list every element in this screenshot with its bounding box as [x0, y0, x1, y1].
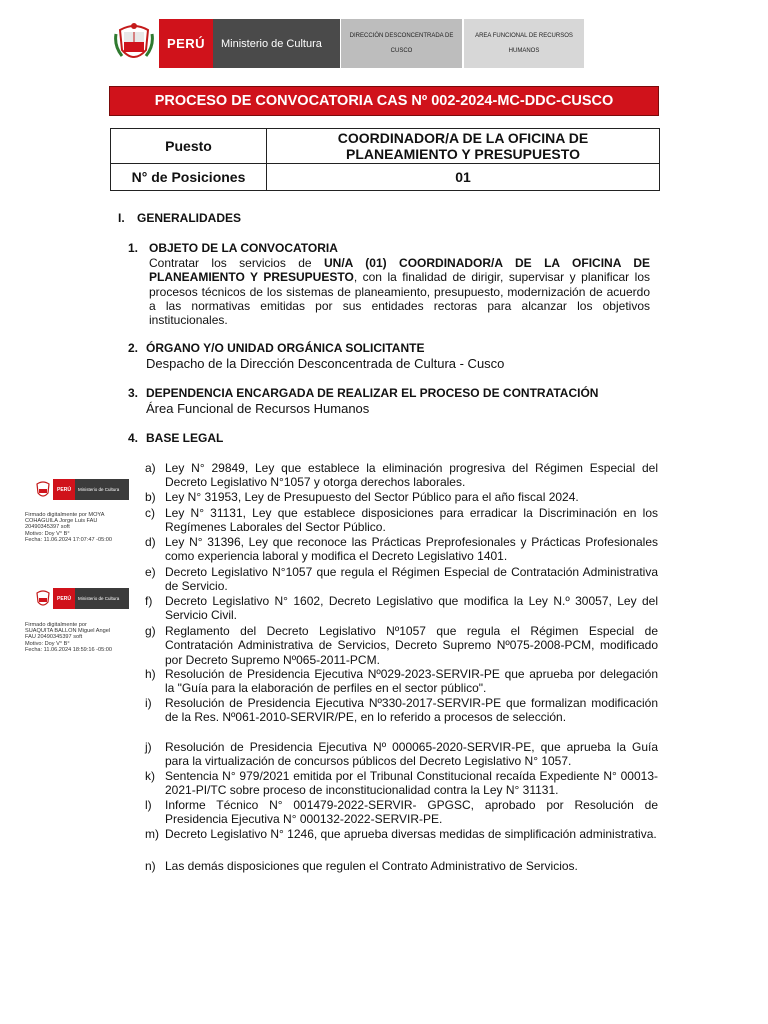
legal-text: Ley N° 31396, Ley que reconoce las Prácticas Preprofesionales y Prácticas Profesionales como experiencia laboral y modifica el Decreto Legislativo 1401. — [165, 535, 658, 564]
legal-label: b) — [145, 490, 156, 504]
legal-item-h — [145, 667, 658, 696]
legal-item-g — [145, 624, 658, 667]
legal-label: d) — [145, 535, 156, 549]
legal-label: g) — [145, 624, 156, 638]
legal-text: Ley N° 31131, Ley que establece disposiciones para erradicar la Discriminación en los Regímenes Laborales del Sector Público. — [165, 506, 658, 535]
signature-line: COHAGUILA Jorge Luis FAU — [25, 518, 98, 525]
legal-item-e — [145, 565, 658, 594]
item1-text-bold: UN/A (01) COORDINADOR/A DE LA OFICINA DE PLANEAMIENTO Y PRESUPUESTO — [149, 256, 650, 285]
item2-title: ÓRGANO Y/O UNIDAD ORGÁNICA SOLICITANTE — [146, 341, 425, 355]
item1-text-post: , con la finalidad de dirigir, supervisar y planificar los procesos técnicos de los sistemas de planeamiento, presupuesto, modernización de acuerdo a las normativas emitidas por sus entidades rectoras para alcanzar los objetivos institucionales. — [149, 270, 650, 328]
signature-line: Fecha: 11.06.2024 17:07:47 -05:00 — [25, 536, 112, 543]
signature-ministry-label: Ministerio de Cultura — [75, 479, 129, 500]
puesto-value-line1: COORDINADOR/A DE LA OFICINA DE — [337, 130, 589, 146]
legal-item-c — [145, 506, 658, 535]
item1-text-pre: Contratar los servicios de — [149, 256, 325, 270]
coat-of-arms-icon — [33, 588, 53, 609]
legal-text: Resolución de Presidencia Ejecutiva Nº 000065-2020-SERVIR-PE, que aprueba la Guía para la virtualización de concursos públicos del Decreto Legislativo N° 1057. — [165, 740, 658, 769]
legal-item-i — [145, 696, 658, 725]
posiciones-label: N° de Posiciones — [111, 164, 267, 191]
signature-line: Firmado digitalmente por MOYA — [25, 512, 105, 518]
coat-of-arms-icon — [114, 20, 154, 66]
convocatoria-title: PROCESO DE CONVOCATORIA CAS Nº 002-2024-MC-DDC-CUSCO — [109, 86, 659, 116]
legal-item-f — [145, 594, 658, 623]
item1-paragraph — [149, 256, 650, 327]
legal-text: Resolución de Presidencia Ejecutiva Nº029-2023-SERVIR-PE que aprueba por delegación la "Guía para la elaboración de perfiles en el sector público". — [165, 667, 658, 696]
header-peru-label: PERÚ — [159, 19, 213, 68]
legal-text: Reglamento del Decreto Legislativo Nº1057 que regula el Régimen Especial de Contratación Administrativa de Servicios, Decreto Supremo Nº075-2008-PCM, modificado por Decreto Supremo Nº065-2011-PCM. — [165, 624, 658, 667]
signature-text-2 — [25, 622, 140, 653]
legal-label: e) — [145, 565, 156, 579]
signature-line: FAU 20490345397 soft — [25, 634, 83, 641]
signature-text-1 — [25, 512, 140, 543]
legal-item-m — [145, 827, 658, 841]
signature-line: Fecha: 11.06.2024 18:59:16 -05:00 — [25, 646, 112, 653]
puesto-label: Puesto — [111, 129, 267, 164]
legal-item-n — [145, 859, 658, 873]
legal-text: Decreto Legislativo N° 1246, que aprueba diversas medidas de simplificación administrativa. — [165, 827, 657, 841]
legal-text: Ley N° 29849, Ley que establece la eliminación progresiva del Régimen Especial del Decreto Legislativo N°1057 y otorga derechos laborales. — [165, 461, 658, 490]
header-rrhh-box: AREA FUNCIONAL DE RECURSOS HUMANOS — [464, 19, 584, 68]
legal-item-k — [145, 769, 658, 798]
legal-label: k) — [145, 769, 155, 783]
legal-text: Resolución de Presidencia Ejecutiva Nº330-2017-SERVIR-PE que formalizan modificación de la Res. Nº061-2010-SERVIR/PE, en lo referido a procesos de selección. — [165, 696, 658, 725]
item1-number: 1. — [128, 241, 139, 255]
signature-line: Motivo: Doy V° B° — [25, 640, 70, 647]
signature-line: 20490345397 soft — [25, 524, 70, 531]
legal-label: a) — [145, 461, 156, 475]
legal-label: l) — [145, 798, 152, 812]
puesto-table — [110, 128, 660, 191]
item2-text: Despacho de la Dirección Desconcentrada de Cultura - Cusco — [146, 356, 505, 371]
signature-line: Firmado digitalmente por — [25, 622, 87, 628]
signature-line: Motivo: Doy V° B° — [25, 530, 70, 537]
signature-logo-1 — [33, 479, 129, 500]
item2-number: 2. — [128, 341, 139, 355]
signature-peru-label: PERÚ — [53, 588, 75, 609]
legal-label: c) — [145, 506, 155, 520]
puesto-value — [267, 129, 660, 164]
legal-label: j) — [145, 740, 152, 754]
legal-label: h) — [145, 667, 156, 681]
legal-label: m) — [145, 827, 159, 841]
header-direccion-box: DIRECCIÓN DESCONCENTRADA DE CUSCO — [341, 19, 462, 68]
signature-ministry-label: Ministerio de Cultura — [75, 588, 129, 609]
legal-item-j — [145, 740, 658, 769]
coat-of-arms-icon — [33, 479, 53, 500]
legal-item-a — [145, 461, 658, 490]
legal-label: i) — [145, 696, 152, 710]
header-ministry-label: Ministerio de Cultura — [213, 19, 340, 68]
puesto-value-line2: PLANEAMIENTO Y PRESUPUESTO — [346, 146, 580, 162]
legal-label: f) — [145, 594, 153, 608]
signature-peru-label: PERÚ — [53, 479, 75, 500]
item1-title: OBJETO DE LA CONVOCATORIA — [149, 241, 338, 255]
legal-item-d — [145, 535, 658, 564]
item4-number: 4. — [128, 431, 139, 445]
item4-title: BASE LEGAL — [146, 431, 224, 445]
legal-text: Ley N° 31953, Ley de Presupuesto del Sector Público para el año fiscal 2024. — [165, 490, 579, 504]
legal-item-l — [145, 798, 658, 827]
section-title: GENERALIDADES — [137, 211, 242, 225]
posiciones-value: 01 — [267, 164, 660, 191]
legal-text: Decreto Legislativo N° 1602, Decreto Legislativo que modifica la Ley N.º 30057, Ley del Servicio Civil. — [165, 594, 658, 623]
legal-label: n) — [145, 859, 156, 873]
item3-text: Área Funcional de Recursos Humanos — [146, 401, 370, 416]
section-number: I. — [118, 211, 125, 225]
legal-text: Sentencia N° 979/2021 emitida por el Tribunal Constitucional recaída Expediente N° 00013-2021-PI/TC sobre proceso de inconstitucionalidad contra la Ley N° 31131. — [165, 769, 658, 798]
legal-item-b — [145, 490, 658, 504]
legal-text: Las demás disposiciones que regulen el Contrato Administrativo de Servicios. — [165, 859, 578, 873]
item3-number: 3. — [128, 386, 139, 400]
item3-title: DEPENDENCIA ENCARGADA DE REALIZAR EL PROCESO DE CONTRATACIÓN — [146, 386, 599, 400]
signature-logo-2 — [33, 588, 129, 609]
signature-line: SUAQUITA BALLON Miguel Angel — [25, 628, 111, 635]
legal-text: Informe Técnico N° 001479-2022-SERVIR- GPGSC, aprobado por Resolución de Presidencia Ejecutiva N° 000132-2022-SERVIR-PE. — [165, 798, 658, 827]
legal-text: Decreto Legislativo N°1057 que regula el Régimen Especial de Contratación Administrativa de Servicio. — [165, 565, 658, 594]
